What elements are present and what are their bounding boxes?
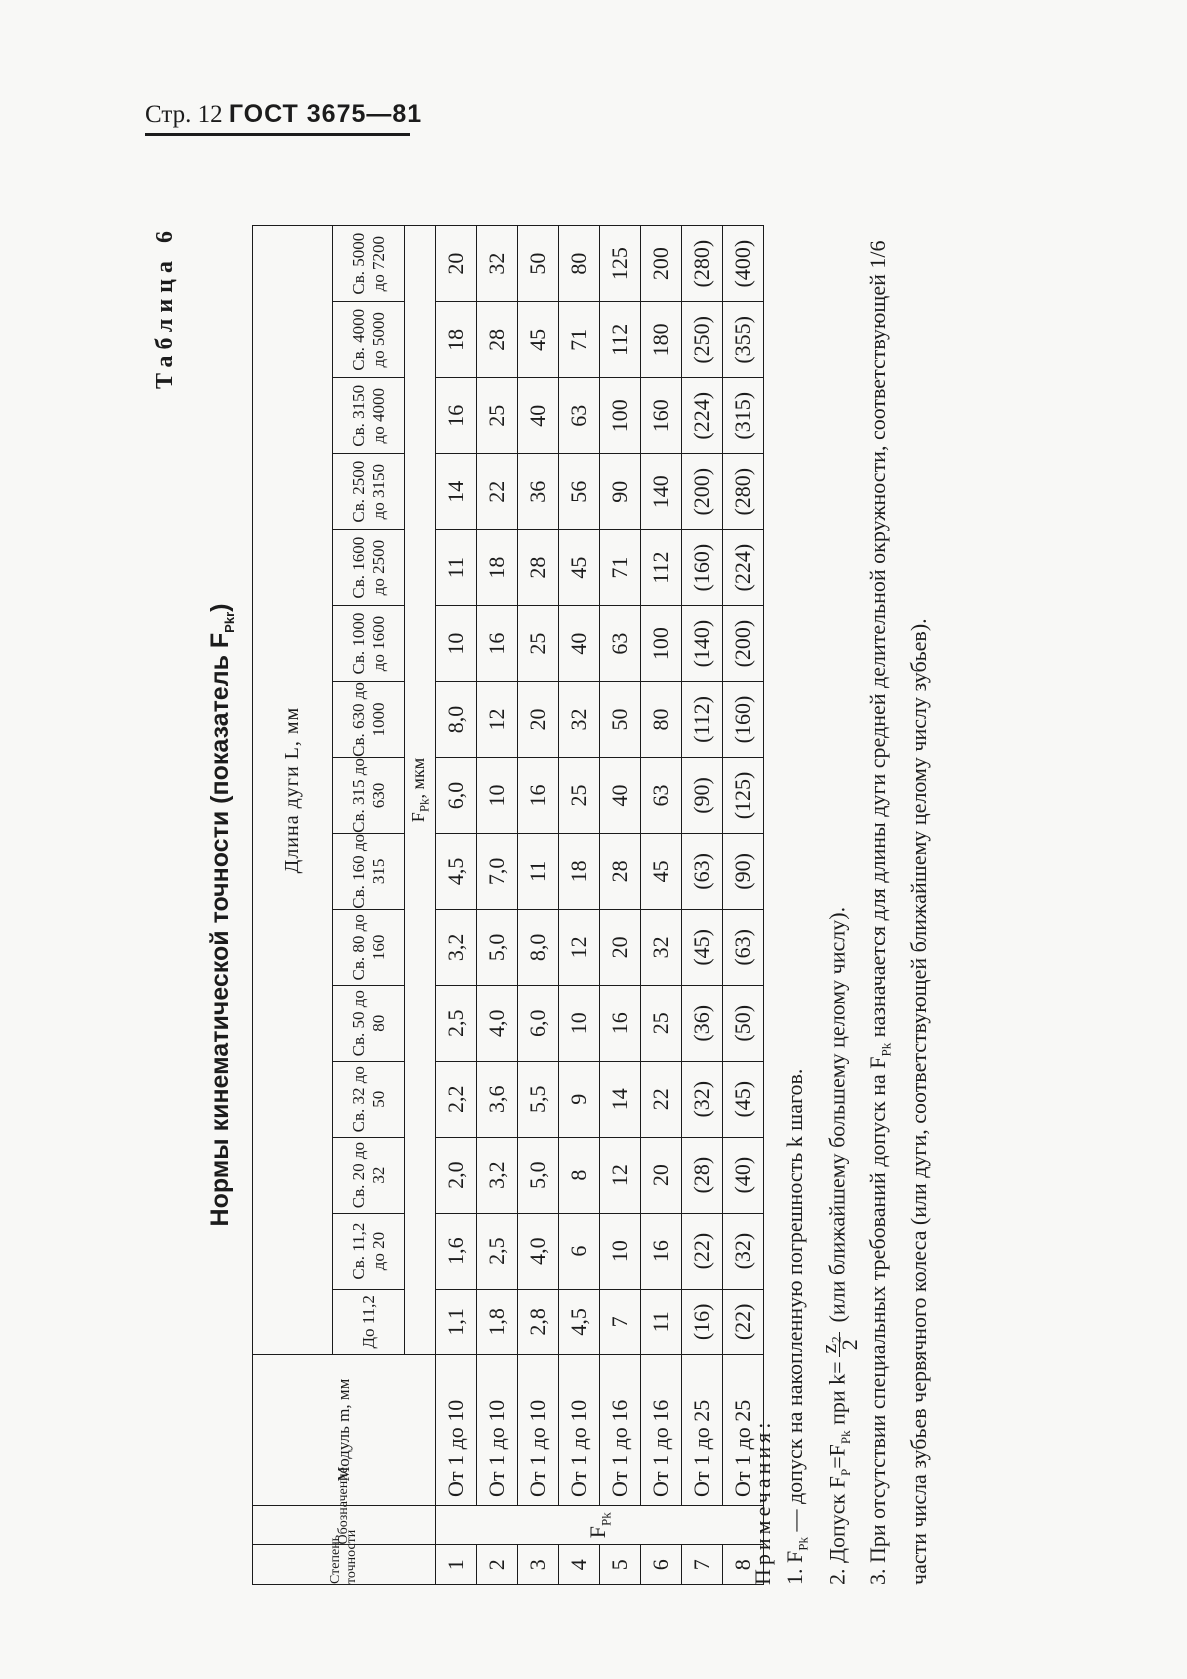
value-cell: 7 [600,1289,641,1355]
value-cell: 45 [559,530,600,606]
value-cell: 5,0 [477,909,518,985]
value-cell: (22) [682,1213,723,1289]
value-cell: 4,0 [477,985,518,1061]
note-2: 2. Допуск $F_P=F_{Pk}$ при k= z₂ 2 (или ближайшему большему целому числу). [816,906,863,1585]
value-cell: 6,0 [436,757,477,833]
value-cell: (28) [682,1137,723,1213]
table-row [518,226,559,1585]
module-cell: От 1 до 10 [477,1355,518,1506]
value-cell: (36) [682,985,723,1061]
value-cell: 25 [559,757,600,833]
value-cell: (32) [723,1213,764,1289]
symbol-cell: $F_{Pk}$ [436,1505,764,1545]
value-cell: (32) [682,1061,723,1137]
value-cell: 2,2 [436,1061,477,1137]
value-cell: 140 [641,454,682,530]
value-cell: 100 [641,606,682,682]
value-cell: (224) [682,378,723,454]
value-cell: 80 [641,682,682,758]
value-cell: 56 [559,454,600,530]
value-cell: (63) [682,833,723,909]
value-cell: 8,0 [436,682,477,758]
notes-heading: Примечания: [750,1418,775,1585]
value-cell: 12 [559,909,600,985]
value-cell: 5,5 [518,1061,559,1137]
value-cell: (45) [723,1061,764,1137]
table-title-end: ) [206,603,234,612]
value-cell: 12 [600,1137,641,1213]
degree-cell: 6 [641,1545,682,1585]
length-col-header: До 11,2 [333,1289,405,1355]
value-cell: 28 [518,530,559,606]
value-cell: 1,8 [477,1289,518,1355]
value-cell: 3,6 [477,1061,518,1137]
value-cell: 10 [477,757,518,833]
value-cell: 18 [559,833,600,909]
value-cell: (22) [723,1289,764,1355]
value-cell: 1,1 [436,1289,477,1355]
table-row [559,226,600,1585]
note-3: 3. При отсутствии специальных требований допуск на $F_{Pk}$ назначается для длины дуги средней делительной окружности, соответствующей 1/6 части числа зубьев червячного колеса (или дуги, соответствующей ближайшему целому числу зубьев). [865,240,931,1585]
page-header [145,100,423,136]
value-cell: 80 [559,226,600,302]
value-cell: (200) [682,454,723,530]
table-title [206,225,237,1605]
value-cell: 10 [559,985,600,1061]
note-1: 1. $F_{Pk}$ — допуск на накопленную погрешность k шагов. [782,1068,811,1585]
value-cell: (63) [723,909,764,985]
fraction: z₂ 2 [819,1332,860,1357]
value-cell: 16 [600,985,641,1061]
value-cell: 50 [518,226,559,302]
value-cell: 20 [518,682,559,758]
table-row [682,226,723,1585]
value-cell: 8,0 [518,909,559,985]
length-col-header: Св. 3150 до 4000 [333,378,405,454]
value-cell: (400) [723,226,764,302]
value-cell: 16 [477,606,518,682]
value-cell: 16 [436,378,477,454]
value-cell: 90 [600,454,641,530]
value-cell: 10 [436,606,477,682]
value-cell: 32 [559,682,600,758]
value-cell: 32 [477,226,518,302]
table-body [436,226,764,1585]
value-cell: 40 [600,757,641,833]
module-cell: От 1 до 10 [436,1355,477,1506]
value-cell: 71 [600,530,641,606]
length-col-header: Св. 11,2 до 20 [333,1213,405,1289]
table-row [436,226,477,1585]
value-cell: (90) [682,757,723,833]
value-cell: 18 [477,530,518,606]
standard-code: ГОСТ 3675—81 [228,100,423,128]
value-cell: 40 [518,378,559,454]
value-cell: 14 [436,454,477,530]
col-module-header: Модуль m, мм [253,1355,436,1506]
value-cell: 11 [641,1289,682,1355]
value-cell: 12 [477,682,518,758]
value-cell: 125 [600,226,641,302]
module-cell: От 1 до 25 [682,1355,723,1506]
notes-block [747,235,935,1585]
value-cell: 180 [641,302,682,378]
value-cell: 71 [559,302,600,378]
value-cell: 4,0 [518,1213,559,1289]
value-cell: (160) [723,682,764,758]
value-cell: 11 [436,530,477,606]
value-cell: 22 [641,1061,682,1137]
unit-label: $F_{Pk}$, мкм [405,226,436,1355]
value-cell: 63 [559,378,600,454]
value-cell: 32 [641,909,682,985]
value-cell: 4,5 [559,1289,600,1355]
value-cell: 20 [436,226,477,302]
value-cell: (90) [723,833,764,909]
table-row [477,226,518,1585]
value-cell: 16 [641,1213,682,1289]
value-cell: (45) [682,909,723,985]
value-cell: 45 [641,833,682,909]
value-cell: (355) [723,302,764,378]
module-cell: От 1 до 10 [559,1355,600,1506]
length-col-header: Св. 1600 до 2500 [333,530,405,606]
value-cell: 45 [518,302,559,378]
value-cell: 3,2 [477,1137,518,1213]
value-cell: 25 [477,378,518,454]
value-cell: 22 [477,454,518,530]
value-cell: 2,0 [436,1137,477,1213]
length-group-header: Длина дуги L, мм [253,226,333,1355]
col-degree-header: Степень точности [253,1545,436,1585]
degree-cell: 5 [600,1545,641,1585]
value-cell: 28 [477,302,518,378]
length-col-header: Св. 4000 до 5000 [333,302,405,378]
table-caption: Таблица 6 [152,225,178,389]
degree-cell: 8 [723,1545,764,1585]
table-title-sub: Pkr [222,611,237,633]
value-cell: (140) [682,606,723,682]
length-col-header: Св. 315 до 630 [333,757,405,833]
degree-cell: 4 [559,1545,600,1585]
value-cell: 8 [559,1137,600,1213]
value-cell: (50) [723,985,764,1061]
value-cell: (40) [723,1137,764,1213]
value-cell: 20 [641,1137,682,1213]
table-title-text: Нормы кинематической точности (показатель F [206,632,234,1227]
value-cell: (200) [723,606,764,682]
value-cell: 2,8 [518,1289,559,1355]
length-col-header: Св. 80 до 160 [333,909,405,985]
value-cell: 16 [518,757,559,833]
value-cell: (160) [682,530,723,606]
norms-table [252,225,764,1585]
module-cell: От 1 до 16 [600,1355,641,1506]
value-cell: 112 [600,302,641,378]
length-col-header: Св. 1000 до 1600 [333,606,405,682]
degree-cell: 7 [682,1545,723,1585]
value-cell: (125) [723,757,764,833]
value-cell: 10 [600,1213,641,1289]
table-row [600,226,641,1585]
value-cell: 6,0 [518,985,559,1061]
value-cell: (224) [723,530,764,606]
value-cell: (280) [682,226,723,302]
value-cell: 25 [641,985,682,1061]
value-cell: 160 [641,378,682,454]
value-cell: 2,5 [477,1213,518,1289]
value-cell: 14 [600,1061,641,1137]
value-cell: (112) [682,682,723,758]
length-col-header: Св. 50 до 80 [333,985,405,1061]
value-cell: 100 [600,378,641,454]
module-cell: От 1 до 25 [723,1355,764,1506]
length-col-header: Св. 20 до 32 [333,1137,405,1213]
length-col-header: Св. 2500 до 3150 [333,454,405,530]
degree-cell: 1 [436,1545,477,1585]
value-cell: 2,5 [436,985,477,1061]
page-number: Стр. 12 [145,101,223,128]
length-col-header: Св. 32 до 50 [333,1061,405,1137]
value-cell: 11 [518,833,559,909]
rotated-table-block [152,225,992,1605]
value-cell: 63 [600,606,641,682]
module-cell: От 1 до 10 [518,1355,559,1506]
table-row [641,226,682,1585]
value-cell: 4,5 [436,833,477,909]
value-cell: 5,0 [518,1137,559,1213]
value-cell: 112 [641,530,682,606]
value-cell: 7,0 [477,833,518,909]
value-cell: 20 [600,909,641,985]
length-col-header: Св. 630 до 1000 [333,682,405,758]
degree-cell: 3 [518,1545,559,1585]
value-cell: 6 [559,1213,600,1289]
value-cell: (315) [723,378,764,454]
value-cell: 18 [436,302,477,378]
value-cell: 63 [641,757,682,833]
degree-cell: 2 [477,1545,518,1585]
value-cell: 36 [518,454,559,530]
value-cell: 40 [559,606,600,682]
value-cell: (250) [682,302,723,378]
value-cell: 3,2 [436,909,477,985]
value-cell: 50 [600,682,641,758]
value-cell: 9 [559,1061,600,1137]
value-cell: (16) [682,1289,723,1355]
length-col-header: Св. 160 до 315 [333,833,405,909]
value-cell: 28 [600,833,641,909]
value-cell: (280) [723,454,764,530]
value-cell: 25 [518,606,559,682]
value-cell: 200 [641,226,682,302]
value-cell: 1,6 [436,1213,477,1289]
module-cell: От 1 до 16 [641,1355,682,1506]
length-col-header: Св. 5000 до 7200 [333,226,405,302]
col-symbol-header: Обозначение [253,1505,436,1545]
